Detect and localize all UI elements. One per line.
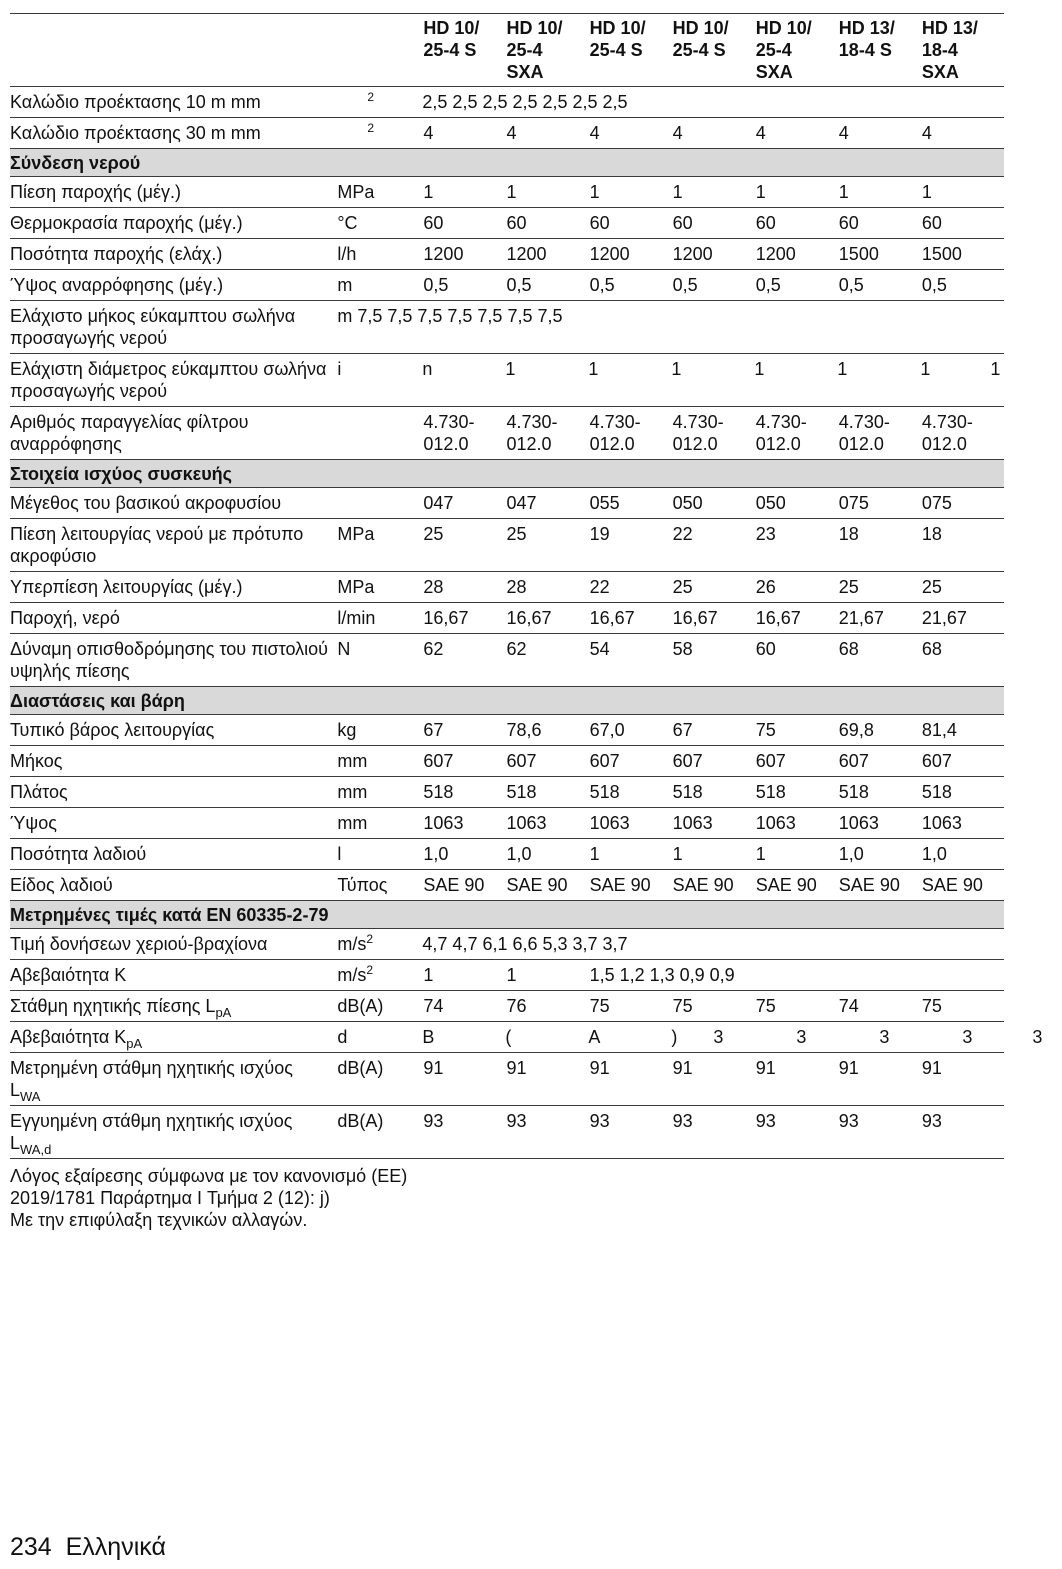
row-label: Είδος λαδιού bbox=[10, 870, 337, 901]
unit-cell: Τύπος bbox=[337, 870, 422, 901]
section-title: Διαστάσεις και βάρη bbox=[10, 687, 1004, 715]
value-cell: 60 bbox=[422, 208, 505, 239]
value-cell: 78,6 bbox=[505, 715, 588, 746]
value-cell: n 1 1 1 1 1 1 1 bbox=[422, 354, 1004, 407]
value-cell: 58 bbox=[672, 634, 755, 687]
unit-cell: kg bbox=[337, 715, 422, 746]
value-cell: 047 bbox=[422, 488, 505, 519]
value-cell: 518 bbox=[921, 777, 1004, 808]
value-cell: 518 bbox=[505, 777, 588, 808]
value-cell: 60 bbox=[589, 208, 672, 239]
row-label: Μήκος bbox=[10, 746, 337, 777]
value-cell: 25 bbox=[921, 572, 1004, 603]
value-cell: 91 bbox=[755, 1053, 838, 1106]
unit-cell: m bbox=[337, 270, 422, 301]
unit-cell: MPa bbox=[337, 519, 422, 572]
section-header-row bbox=[10, 901, 1004, 929]
unit-cell: mm bbox=[337, 777, 422, 808]
table-row bbox=[10, 777, 1004, 808]
value-cell: 93 bbox=[672, 1106, 755, 1159]
model-header: HD 13/ 18-4 SXA bbox=[921, 14, 1004, 87]
value-cell: 607 bbox=[505, 746, 588, 777]
value-cell: SAE 90 bbox=[505, 870, 588, 901]
footnotes bbox=[10, 1165, 1004, 1231]
value-cell: 91 bbox=[422, 1053, 505, 1106]
row-label: Ελάχιστη διάμετρος εύκαμπτου σωλήνα προσαγωγής νερού bbox=[10, 354, 337, 407]
value-cell: 93 bbox=[755, 1106, 838, 1159]
value-cell: 1063 bbox=[921, 808, 1004, 839]
value-cell: 1063 bbox=[672, 808, 755, 839]
section-header-row bbox=[10, 687, 1004, 715]
spec-page bbox=[10, 13, 1043, 1231]
value-cell: 54 bbox=[589, 634, 672, 687]
value-cell: 16,67 bbox=[422, 603, 505, 634]
row-label: Μέγεθος του βασικού ακροφυσίου bbox=[10, 488, 337, 519]
value-cell: 518 bbox=[838, 777, 921, 808]
table-row bbox=[10, 301, 1004, 354]
footnote-line: 2019/1781 Παράρτημα I Τμήμα 2 (12): j) bbox=[10, 1188, 330, 1208]
value-cell: 518 bbox=[422, 777, 505, 808]
value-cell: 1200 bbox=[505, 239, 588, 270]
value-cell: 075 bbox=[838, 488, 921, 519]
model-header: HD 10/ 25-4 SXA bbox=[755, 14, 838, 87]
value-cell: 1 bbox=[589, 177, 672, 208]
value-cell: 60 bbox=[505, 208, 588, 239]
table-row bbox=[10, 1106, 1004, 1159]
value-cell: 2,5 2,5 2,5 2,5 2,5 2,5 2,5 bbox=[422, 87, 1004, 118]
model-header: HD 13/ 18-4 S bbox=[838, 14, 921, 87]
row-label: Εγγυημένη στάθμη ηχητικής ισχύος $L_{WA,d}$ bbox=[10, 1106, 337, 1159]
row-label: Αβεβαιότητα K bbox=[10, 960, 337, 991]
value-cell: 93 bbox=[505, 1106, 588, 1159]
table-row bbox=[10, 870, 1004, 901]
value-cell: 607 bbox=[921, 746, 1004, 777]
value-cell: 75 bbox=[589, 991, 672, 1022]
value-cell: 4.730- 012.0 bbox=[505, 407, 588, 460]
value-cell: SAE 90 bbox=[422, 870, 505, 901]
table-row bbox=[10, 239, 1004, 270]
value-cell: 607 bbox=[422, 746, 505, 777]
table-row bbox=[10, 519, 1004, 572]
value-cell: 62 bbox=[505, 634, 588, 687]
value-cell: 75 bbox=[672, 991, 755, 1022]
model-header: HD 10/ 25-4 S bbox=[422, 14, 505, 87]
value-cell: 21,67 bbox=[838, 603, 921, 634]
value-cell: 67,0 bbox=[589, 715, 672, 746]
value-cell: 4 bbox=[505, 118, 588, 149]
value-cell: 23 bbox=[755, 519, 838, 572]
value-cell: 18 bbox=[921, 519, 1004, 572]
value-cell: 18 bbox=[838, 519, 921, 572]
row-label: Τιμή δονήσεων χεριού-βραχίονα bbox=[10, 929, 337, 960]
value-cell: 1063 bbox=[505, 808, 588, 839]
table-row bbox=[10, 1053, 1004, 1106]
value-cell: 60 bbox=[921, 208, 1004, 239]
table-row bbox=[10, 1022, 1004, 1053]
value-cell: 1 bbox=[505, 960, 588, 991]
row-label: Ποσότητα παροχής (ελάχ.) bbox=[10, 239, 337, 270]
value-cell: 75 bbox=[755, 991, 838, 1022]
value-cell: 4.730- 012.0 bbox=[755, 407, 838, 460]
value-cell: 1 bbox=[672, 177, 755, 208]
unit-cell: i bbox=[337, 354, 422, 407]
unit-cell: mm bbox=[337, 808, 422, 839]
value-cell: 607 bbox=[589, 746, 672, 777]
model-header: HD 10/ 25-4 S bbox=[589, 14, 672, 87]
table-row bbox=[10, 839, 1004, 870]
value-cell: 19 bbox=[589, 519, 672, 572]
value-cell: 607 bbox=[672, 746, 755, 777]
value-cell: 4 bbox=[921, 118, 1004, 149]
spec-table bbox=[10, 13, 1043, 1159]
value-cell: 1 bbox=[422, 960, 505, 991]
table-row bbox=[10, 270, 1004, 301]
table-row bbox=[10, 929, 1004, 960]
row-label: Αριθμός παραγγελίας φίλτρου αναρρόφησης bbox=[10, 407, 337, 460]
value-cell: 68 bbox=[921, 634, 1004, 687]
model-header: HD 10/ 25-4 SXA bbox=[505, 14, 588, 87]
value-cell: 518 bbox=[672, 777, 755, 808]
value-cell: 1,0 bbox=[505, 839, 588, 870]
value-cell: 22 bbox=[672, 519, 755, 572]
row-label: Ύψος bbox=[10, 808, 337, 839]
value-cell: 75 bbox=[755, 715, 838, 746]
value-cell: 1 bbox=[505, 177, 588, 208]
section-header-row bbox=[10, 149, 1004, 177]
value-cell: 1200 bbox=[672, 239, 755, 270]
value-cell: 1 bbox=[589, 839, 672, 870]
value-cell: 0,5 bbox=[921, 270, 1004, 301]
value-cell: 28 bbox=[422, 572, 505, 603]
table-row bbox=[10, 407, 1004, 460]
value-cell: 91 bbox=[505, 1053, 588, 1106]
row-label: Πλάτος bbox=[10, 777, 337, 808]
model-header: HD 10/ 25-4 S bbox=[672, 14, 755, 87]
value-cell: 75 bbox=[921, 991, 1004, 1022]
value-cell: 1,0 bbox=[921, 839, 1004, 870]
section-title: Μετρημένες τιμές κατά EN 60335-2-79 bbox=[10, 901, 1004, 929]
section-title: Στοιχεία ισχύος συσκευής bbox=[10, 460, 1004, 488]
value-cell: 91 bbox=[921, 1053, 1004, 1106]
table-row bbox=[10, 488, 1004, 519]
value-cell: B ( A ) 3 3 3 3 3 bbox=[422, 1022, 1004, 1053]
value-cell: 93 bbox=[589, 1106, 672, 1159]
page-footer bbox=[10, 1532, 166, 1562]
value-cell: 1,0 bbox=[422, 839, 505, 870]
table-row bbox=[10, 603, 1004, 634]
unit-cell: d bbox=[337, 1022, 422, 1053]
value-cell: 4 bbox=[589, 118, 672, 149]
value-cell: 25 bbox=[422, 519, 505, 572]
value-cell: 16,67 bbox=[589, 603, 672, 634]
value-cell: 1 bbox=[755, 839, 838, 870]
value-cell: 60 bbox=[838, 208, 921, 239]
value-cell: 25 bbox=[838, 572, 921, 603]
unit-cell: $m/s^2$ bbox=[337, 960, 422, 991]
value-cell: 22 bbox=[589, 572, 672, 603]
table-row bbox=[10, 991, 1004, 1022]
value-cell: 16,67 bbox=[755, 603, 838, 634]
table-row bbox=[10, 354, 1004, 407]
table-row bbox=[10, 715, 1004, 746]
value-cell: 1 bbox=[755, 177, 838, 208]
unit-cell: MPa bbox=[337, 177, 422, 208]
table-row bbox=[10, 634, 1004, 687]
value-cell: 4 bbox=[672, 118, 755, 149]
row-label: Τυπικό βάρος λειτουργίας bbox=[10, 715, 337, 746]
unit-cell: mm bbox=[337, 746, 422, 777]
value-cell: 0,5 bbox=[755, 270, 838, 301]
value-cell: 0,5 bbox=[505, 270, 588, 301]
value-cell: 1 bbox=[672, 839, 755, 870]
value-cell: 0,5 bbox=[672, 270, 755, 301]
row-label: Ποσότητα λαδιού bbox=[10, 839, 337, 870]
page-number: 234 bbox=[10, 1533, 52, 1561]
unit-cell: N bbox=[337, 634, 422, 687]
value-cell: 69,8 bbox=[838, 715, 921, 746]
unit-cell: dB(A) bbox=[337, 1106, 422, 1159]
value-cell: SAE 90 bbox=[672, 870, 755, 901]
table-row bbox=[10, 177, 1004, 208]
value-cell: 25 bbox=[505, 519, 588, 572]
value-cell: 1063 bbox=[589, 808, 672, 839]
value-cell: 26 bbox=[755, 572, 838, 603]
value-cell: 1200 bbox=[755, 239, 838, 270]
value-cell: 1063 bbox=[755, 808, 838, 839]
value-cell: 60 bbox=[755, 634, 838, 687]
value-cell: 91 bbox=[672, 1053, 755, 1106]
value-cell: 4.730- 012.0 bbox=[921, 407, 1004, 460]
unit-cell: l bbox=[337, 839, 422, 870]
unit-cell: $m/s^2$ bbox=[337, 929, 422, 960]
value-cell: SAE 90 bbox=[838, 870, 921, 901]
row-label: Ύψος αναρρόφησης (μέγ.) bbox=[10, 270, 337, 301]
value-cell: 60 bbox=[755, 208, 838, 239]
value-cell: 4.730- 012.0 bbox=[422, 407, 505, 460]
table-row bbox=[10, 572, 1004, 603]
value-cell: 91 bbox=[838, 1053, 921, 1106]
value-cell: 68 bbox=[838, 634, 921, 687]
table-row bbox=[10, 87, 1004, 118]
table-row bbox=[10, 808, 1004, 839]
value-cell: 0,5 bbox=[422, 270, 505, 301]
table-row bbox=[10, 960, 1004, 991]
value-cell: 16,67 bbox=[672, 603, 755, 634]
value-cell: SAE 90 bbox=[921, 870, 1004, 901]
value-cell: 1,5 1,2 1,3 0,9 0,9 bbox=[589, 960, 1004, 991]
value-cell: 76 bbox=[505, 991, 588, 1022]
value-cell: 67 bbox=[672, 715, 755, 746]
value-cell: 1,0 bbox=[838, 839, 921, 870]
value-cell: 67 bbox=[422, 715, 505, 746]
row-label: Θερμοκρασία παροχής (μέγ.) bbox=[10, 208, 337, 239]
value-cell: 4.730- 012.0 bbox=[589, 407, 672, 460]
value-cell: 91 bbox=[589, 1053, 672, 1106]
unit-cell: dB(A) bbox=[337, 1053, 422, 1106]
value-cell: 74 bbox=[422, 991, 505, 1022]
value-cell: 0,5 bbox=[589, 270, 672, 301]
value-cell: 047 bbox=[505, 488, 588, 519]
value-cell: 21,67 bbox=[921, 603, 1004, 634]
section-header-row bbox=[10, 460, 1004, 488]
value-cell: 93 bbox=[921, 1106, 1004, 1159]
row-label: Μετρημένη στάθμη ηχητικής ισχύος $L_{WA}$ bbox=[10, 1053, 337, 1106]
row-label: Πίεση λειτουργίας νερού με πρότυπο ακροφύσιο bbox=[10, 519, 337, 572]
value-cell: SAE 90 bbox=[755, 870, 838, 901]
value-cell: 4 bbox=[838, 118, 921, 149]
value-cell: 075 bbox=[921, 488, 1004, 519]
value-cell: 4.730- 012.0 bbox=[838, 407, 921, 460]
unit-cell: °C bbox=[337, 208, 422, 239]
section-title: Σύνδεση νερού bbox=[10, 149, 1004, 177]
value-cell: 93 bbox=[422, 1106, 505, 1159]
value-cell: 4.730- 012.0 bbox=[672, 407, 755, 460]
value-cell: 055 bbox=[589, 488, 672, 519]
model-header-row bbox=[10, 14, 1004, 87]
footnote-line: Με την επιφύλαξη τεχνικών αλλαγών. bbox=[10, 1210, 308, 1230]
row-label: Καλώδιο προέκτασης 10 m mm bbox=[10, 87, 337, 118]
value-cell: 050 bbox=[672, 488, 755, 519]
value-cell: 607 bbox=[838, 746, 921, 777]
value-cell: 1063 bbox=[838, 808, 921, 839]
row-label: Παροχή, νερό bbox=[10, 603, 337, 634]
value-cell: 0,5 bbox=[838, 270, 921, 301]
row-label: Αβεβαιότητα $K_{pA}$ bbox=[10, 1022, 337, 1053]
value-cell: 4 bbox=[755, 118, 838, 149]
value-cell: 25 bbox=[672, 572, 755, 603]
value-cell: 1200 bbox=[589, 239, 672, 270]
value-cell: 81,4 bbox=[921, 715, 1004, 746]
unit-cell: dB(A) bbox=[337, 991, 422, 1022]
value-cell: 62 bbox=[422, 634, 505, 687]
row-label: Υπερπίεση λειτουργίας (μέγ.) bbox=[10, 572, 337, 603]
value-cell: 60 bbox=[672, 208, 755, 239]
row-label: Δύναμη οπισθοδρόμησης του πιστολιού υψηλής πίεσης bbox=[10, 634, 337, 687]
value-cell: 518 bbox=[755, 777, 838, 808]
unit-cell: l/h bbox=[337, 239, 422, 270]
value-cell: 4,7 4,7 6,1 6,6 5,3 3,7 3,7 bbox=[422, 929, 1004, 960]
unit-cell: l/min bbox=[337, 603, 422, 634]
value-cell: 1063 bbox=[422, 808, 505, 839]
value-cell: 4 bbox=[422, 118, 505, 149]
value-cell: 1 bbox=[422, 177, 505, 208]
value-cell: 050 bbox=[755, 488, 838, 519]
value-cell: 74 bbox=[838, 991, 921, 1022]
value-cell: 607 bbox=[755, 746, 838, 777]
value-cell: 1 bbox=[838, 177, 921, 208]
unit-cell: 2 bbox=[337, 118, 422, 149]
footnote-line: Λόγος εξαίρεσης σύμφωνα με τον κανονισμό (ΕΕ) bbox=[10, 1166, 408, 1186]
row-label: Καλώδιο προέκτασης 30 m mm bbox=[10, 118, 337, 149]
page-language: Ελληνικά bbox=[65, 1533, 166, 1561]
value-cell: 16,67 bbox=[505, 603, 588, 634]
value-cell: 1500 bbox=[838, 239, 921, 270]
value-cell: 1 bbox=[921, 177, 1004, 208]
row-label: Πίεση παροχής (μέγ.) bbox=[10, 177, 337, 208]
value-cell: 518 bbox=[589, 777, 672, 808]
row-label: Στάθμη ηχητικής πίεσης $L_{pA}$ bbox=[10, 991, 337, 1022]
value-cell: 1200 bbox=[422, 239, 505, 270]
value-cell: 93 bbox=[838, 1106, 921, 1159]
value-cell: 28 bbox=[505, 572, 588, 603]
value-cell: 1500 bbox=[921, 239, 1004, 270]
table-row bbox=[10, 746, 1004, 777]
value-cell: m 7,5 7,5 7,5 7,5 7,5 7,5 7,5 bbox=[337, 301, 1004, 354]
unit-cell: MPa bbox=[337, 572, 422, 603]
table-row bbox=[10, 118, 1004, 149]
row-label: Ελάχιστο μήκος εύκαμπτου σωλήνα προσαγωγής νερού bbox=[10, 301, 337, 354]
unit-cell: 2 bbox=[337, 87, 422, 118]
value-cell: SAE 90 bbox=[589, 870, 672, 901]
table-row bbox=[10, 208, 1004, 239]
